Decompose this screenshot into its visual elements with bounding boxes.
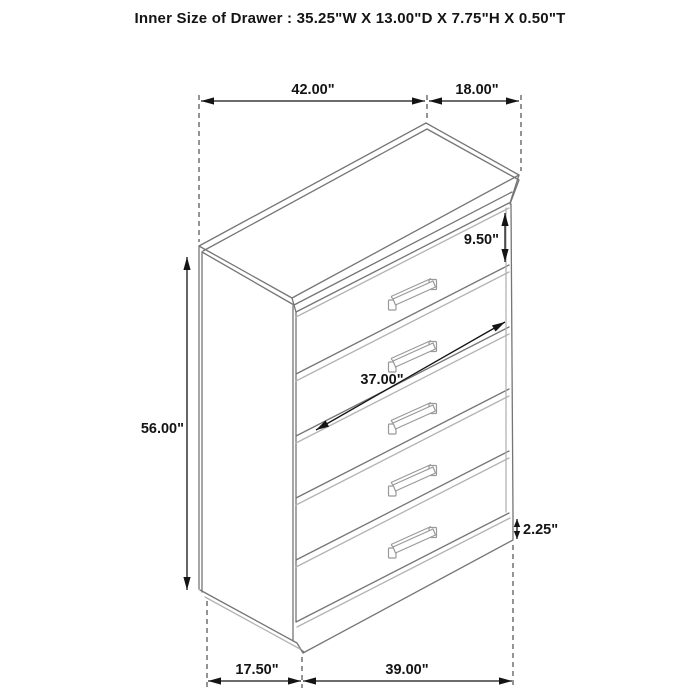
dim-label-top-depth: 18.00" bbox=[455, 82, 499, 98]
dim-label-diagonal: 37.00" bbox=[360, 372, 404, 388]
cabinet-side-panel bbox=[199, 246, 303, 653]
cabinet-top-slab bbox=[199, 123, 519, 312]
dim-label-base-height: 2.25" bbox=[523, 522, 559, 538]
dimension-lines bbox=[187, 101, 519, 681]
diagram-title: Inner Size of Drawer : 35.25"W X 13.00"D X 7.75"H X 0.50"T bbox=[134, 10, 566, 27]
dim-label-top-width: 42.00" bbox=[291, 82, 335, 98]
dim-label-drawer-height: 9.50" bbox=[463, 232, 499, 248]
base-plinth bbox=[300, 516, 513, 653]
dim-line-diagonal bbox=[316, 322, 505, 430]
cabinet-front-face bbox=[296, 203, 513, 622]
cabinet-outline bbox=[199, 123, 519, 653]
cabinet-secondary-lines bbox=[205, 208, 510, 649]
extension-lines bbox=[199, 95, 521, 688]
dim-label-bottom-depth: 17.50" bbox=[235, 662, 279, 678]
dim-label-bottom-width: 39.00" bbox=[385, 662, 429, 678]
dim-label-height: 56.00" bbox=[140, 421, 184, 437]
